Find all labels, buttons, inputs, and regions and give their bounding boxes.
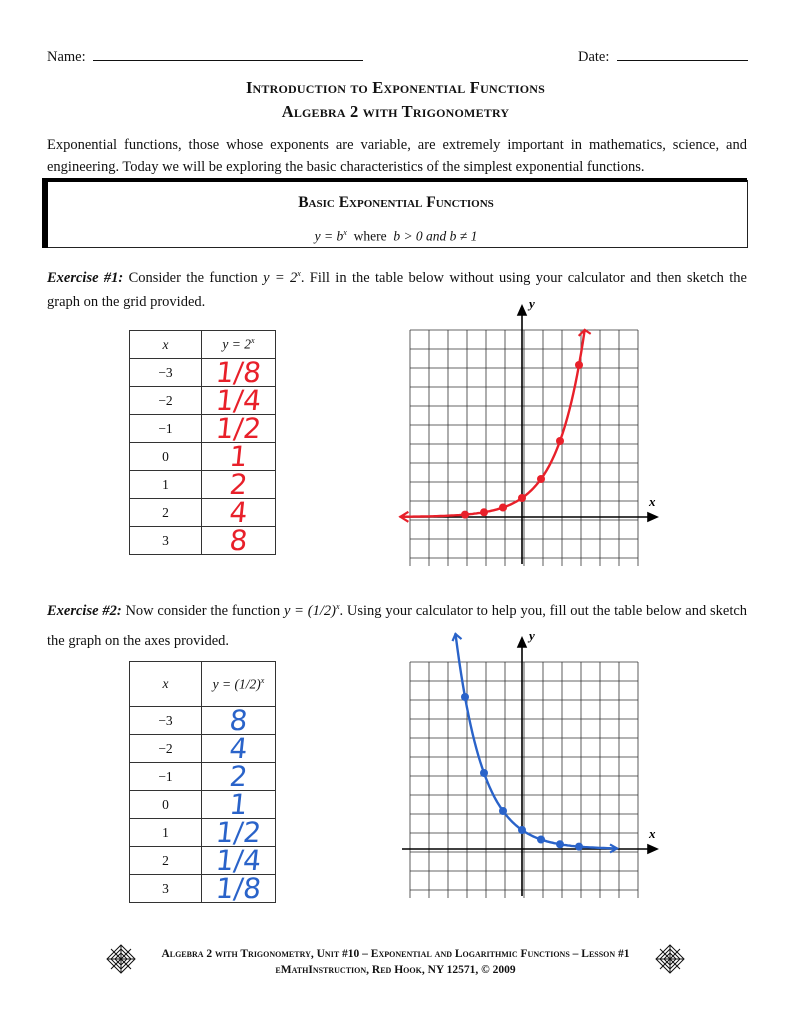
x-cell: 1 bbox=[130, 819, 202, 847]
y-cell[interactable]: 1/2 bbox=[202, 415, 276, 443]
formula-exp: x bbox=[343, 228, 347, 237]
x-cell: 0 bbox=[130, 791, 202, 819]
y-cell[interactable]: 1/8 bbox=[202, 359, 276, 387]
table-row bbox=[130, 662, 276, 707]
y-cell[interactable]: 4 bbox=[202, 735, 276, 763]
table-header-x: x bbox=[130, 662, 202, 707]
y-cell[interactable]: 8 bbox=[202, 707, 276, 735]
data-point bbox=[518, 494, 526, 502]
data-point bbox=[461, 693, 469, 701]
data-point bbox=[537, 836, 545, 844]
date-blank[interactable] bbox=[617, 46, 748, 61]
y-cell[interactable]: 4 bbox=[202, 499, 276, 527]
exercise1-text-a: Consider the function bbox=[128, 269, 258, 286]
data-point bbox=[480, 508, 488, 516]
x-cell: 2 bbox=[130, 847, 202, 875]
x-cell: −3 bbox=[130, 707, 202, 735]
data-point bbox=[556, 437, 564, 445]
intro-paragraph: Exponential functions, those whose exponents are variable, are extremely important in mathematics, science, and engineering. Today we will be exploring the basic characteristics of the simplest exponential functions. bbox=[47, 137, 747, 175]
table-row bbox=[130, 735, 276, 763]
box-border-top bbox=[42, 178, 747, 182]
data-point bbox=[518, 826, 526, 834]
data-point bbox=[575, 361, 583, 369]
exercise1-func-exp: x bbox=[297, 269, 301, 278]
exercise1-graph[interactable] bbox=[395, 296, 665, 566]
table-row bbox=[130, 415, 276, 443]
table-row bbox=[130, 359, 276, 387]
axis-label-y: y bbox=[529, 628, 535, 643]
data-point bbox=[575, 843, 583, 851]
y-cell[interactable]: 1/4 bbox=[202, 387, 276, 415]
exercise2-func-exp: x bbox=[335, 602, 340, 611]
x-cell: 3 bbox=[130, 527, 202, 555]
box-formula bbox=[45, 228, 747, 245]
x-cell: 2 bbox=[130, 499, 202, 527]
x-cell: −1 bbox=[130, 763, 202, 791]
y-cell[interactable]: 1/8 bbox=[202, 875, 276, 903]
table-row bbox=[130, 499, 276, 527]
exercise2-text-b: . Using your calculator to help you, fill out the table below and sketch the graph on the axes provided. bbox=[47, 602, 748, 649]
table-row bbox=[130, 331, 276, 359]
table-header-y: $y = (1/2)^x$ bbox=[202, 662, 276, 707]
grid bbox=[410, 330, 638, 566]
page-subtitle: Algebra 2 with Trigonometry bbox=[281, 102, 510, 121]
data-point bbox=[461, 511, 469, 519]
table-row bbox=[130, 471, 276, 499]
x-axis-arrow bbox=[648, 513, 657, 521]
axis-label-x: x bbox=[649, 494, 656, 509]
y-cell[interactable]: 1 bbox=[202, 443, 276, 471]
x-cell: −2 bbox=[130, 387, 202, 415]
exercise1-func: y = 2 bbox=[263, 269, 298, 286]
x-cell: −1 bbox=[130, 415, 202, 443]
data-point bbox=[499, 504, 507, 512]
table-row bbox=[130, 847, 276, 875]
x-cell: 3 bbox=[130, 875, 202, 903]
exercise2-text-a: Now consider the function bbox=[125, 602, 281, 619]
definition-box bbox=[44, 180, 748, 248]
table-row bbox=[130, 763, 276, 791]
table-header-x: x bbox=[130, 331, 202, 359]
data-point bbox=[499, 807, 507, 815]
exercise1-label: Exercise #1: bbox=[47, 269, 124, 286]
x-cell: 1 bbox=[130, 471, 202, 499]
table-header-y: $y = 2^x$ bbox=[202, 331, 276, 359]
date-label: Date: bbox=[578, 49, 610, 65]
y-cell[interactable]: 2 bbox=[202, 471, 276, 499]
name-blank[interactable] bbox=[93, 46, 363, 61]
exercise2-table bbox=[129, 661, 276, 903]
table-row bbox=[130, 819, 276, 847]
data-point bbox=[480, 769, 488, 777]
y-axis-arrow bbox=[518, 638, 526, 647]
box-title: Basic Exponential Functions bbox=[298, 194, 494, 211]
name-line bbox=[47, 46, 363, 66]
x-cell: −3 bbox=[130, 359, 202, 387]
formula-condition: b > 0 and b ≠ 1 bbox=[393, 228, 478, 244]
name-label: Name: bbox=[47, 49, 86, 65]
axis-label-x: x bbox=[649, 826, 656, 841]
exercise1-text-b: . Fill in the table below without using your calculator and then sketch the graph on the grid provided. bbox=[47, 269, 747, 310]
table-row bbox=[130, 443, 276, 471]
x-cell: 0 bbox=[130, 443, 202, 471]
date-line bbox=[578, 46, 748, 66]
table-row bbox=[130, 707, 276, 735]
y-cell[interactable]: 8 bbox=[202, 527, 276, 555]
curve-line bbox=[400, 330, 584, 517]
x-axis-arrow bbox=[648, 845, 657, 853]
footer-line1: Algebra 2 with Trigonometry, Unit #10 – Exponential and Logarithmic Functions – Lesson #1 bbox=[161, 948, 630, 960]
exercise2-graph[interactable] bbox=[395, 628, 665, 898]
y-axis-arrow bbox=[518, 306, 526, 315]
y-cell[interactable]: 1 bbox=[202, 791, 276, 819]
curve bbox=[453, 634, 618, 852]
exercise2-func: y = (1/2) bbox=[283, 602, 336, 619]
exercise1-table bbox=[129, 330, 276, 555]
curve-line bbox=[456, 634, 616, 848]
formula-main: y = b bbox=[314, 228, 344, 244]
axis-label-y: y bbox=[529, 296, 535, 311]
data-point bbox=[556, 840, 564, 848]
y-cell[interactable]: 1/2 bbox=[202, 819, 276, 847]
footer-line2: eMathInstruction, Red Hook, NY 12571, © 2009 bbox=[275, 964, 516, 976]
grid bbox=[410, 662, 638, 898]
x-cell: −2 bbox=[130, 735, 202, 763]
table-row bbox=[130, 875, 276, 903]
data-point bbox=[537, 475, 545, 483]
y-cell[interactable]: 2 bbox=[202, 763, 276, 791]
y-cell[interactable]: 1/4 bbox=[202, 847, 276, 875]
table-row bbox=[130, 791, 276, 819]
formula-where: where bbox=[353, 228, 387, 244]
table-row bbox=[130, 387, 276, 415]
table-row bbox=[130, 527, 276, 555]
page-title: Introduction to Exponential Functions bbox=[245, 78, 546, 97]
exercise2-label: Exercise #2: bbox=[47, 602, 122, 619]
